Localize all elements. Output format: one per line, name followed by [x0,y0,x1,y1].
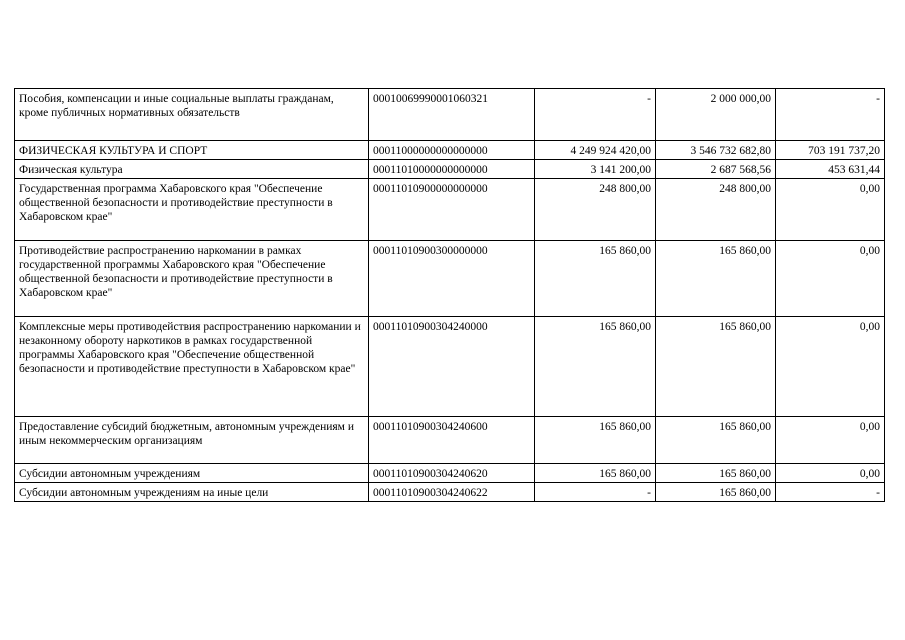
row-name-cell: Государственная программа Хабаровского края "Обеспечение общественной безопасности и противодействие преступности в Хабаровском крае" [15,179,369,241]
table-row [15,417,885,464]
row-value-3-cell: 0,00 [776,464,885,483]
row-name-cell: Комплексные меры противодействия распространению наркомании и незаконному обороту наркотиков в рамках государственной программы Хабаровского края "Обеспечение общественной безопасности и противодействие преступности в Хабаровском крае" [15,317,369,417]
row-code-cell: 00011010900304240000 [369,317,535,417]
row-name-cell: Предоставление субсидий бюджетным, автономным учреждениям и иным некоммерческим организациям [15,417,369,464]
row-code-cell: 00011010000000000000 [369,160,535,179]
row-value-1-cell: 165 860,00 [535,464,656,483]
row-value-2-cell: 165 860,00 [656,464,776,483]
row-value-2-cell: 165 860,00 [656,317,776,417]
row-value-3-cell: 0,00 [776,417,885,464]
row-value-1-cell: 165 860,00 [535,241,656,317]
row-name-cell: Пособия, компенсации и иные социальные выплаты гражданам, кроме публичных нормативных обязательств [15,89,369,141]
table-row [15,483,885,502]
row-value-1-cell: 165 860,00 [535,317,656,417]
row-value-1-cell: 248 800,00 [535,179,656,241]
row-value-1-cell: 3 141 200,00 [535,160,656,179]
row-code-cell: 00011010900304240622 [369,483,535,502]
row-name-cell: ФИЗИЧЕСКАЯ КУЛЬТУРА И СПОРТ [15,141,369,160]
row-value-2-cell: 2 000 000,00 [656,89,776,141]
row-value-1-cell: 4 249 924 420,00 [535,141,656,160]
row-value-3-cell: - [776,483,885,502]
row-value-3-cell: - [776,89,885,141]
row-code-cell: 00011010900304240600 [369,417,535,464]
row-name-cell: Противодействие распространению наркомании в рамках государственной программы Хабаровского края "Обеспечение общественной безопасности и противодействие преступности в Хабаровском крае" [15,241,369,317]
table-row [15,317,885,417]
row-code-cell: 00011010900000000000 [369,179,535,241]
row-value-3-cell: 703 191 737,20 [776,141,885,160]
row-code-cell: 00011000000000000000 [369,141,535,160]
row-name-cell: Субсидии автономным учреждениям на иные цели [15,483,369,502]
row-name-cell: Субсидии автономным учреждениям [15,464,369,483]
row-value-3-cell: 453 631,44 [776,160,885,179]
row-value-2-cell: 165 860,00 [656,241,776,317]
row-value-1-cell: 165 860,00 [535,417,656,464]
table-row [15,179,885,241]
row-code-cell: 00011010900304240620 [369,464,535,483]
row-value-2-cell: 165 860,00 [656,417,776,464]
row-code-cell: 00011010900300000000 [369,241,535,317]
row-value-3-cell: 0,00 [776,179,885,241]
table-row [15,141,885,160]
row-value-1-cell: - [535,483,656,502]
table-row [15,241,885,317]
table-row [15,160,885,179]
row-value-2-cell: 3 546 732 682,80 [656,141,776,160]
row-code-cell: 00010069990001060321 [369,89,535,141]
row-name-cell: Физическая культура [15,160,369,179]
row-value-2-cell: 2 687 568,56 [656,160,776,179]
table-row [15,89,885,141]
row-value-1-cell: - [535,89,656,141]
row-value-3-cell: 0,00 [776,317,885,417]
table-row [15,464,885,483]
row-value-3-cell: 0,00 [776,241,885,317]
budget-table [14,88,885,502]
row-value-2-cell: 165 860,00 [656,483,776,502]
row-value-2-cell: 248 800,00 [656,179,776,241]
